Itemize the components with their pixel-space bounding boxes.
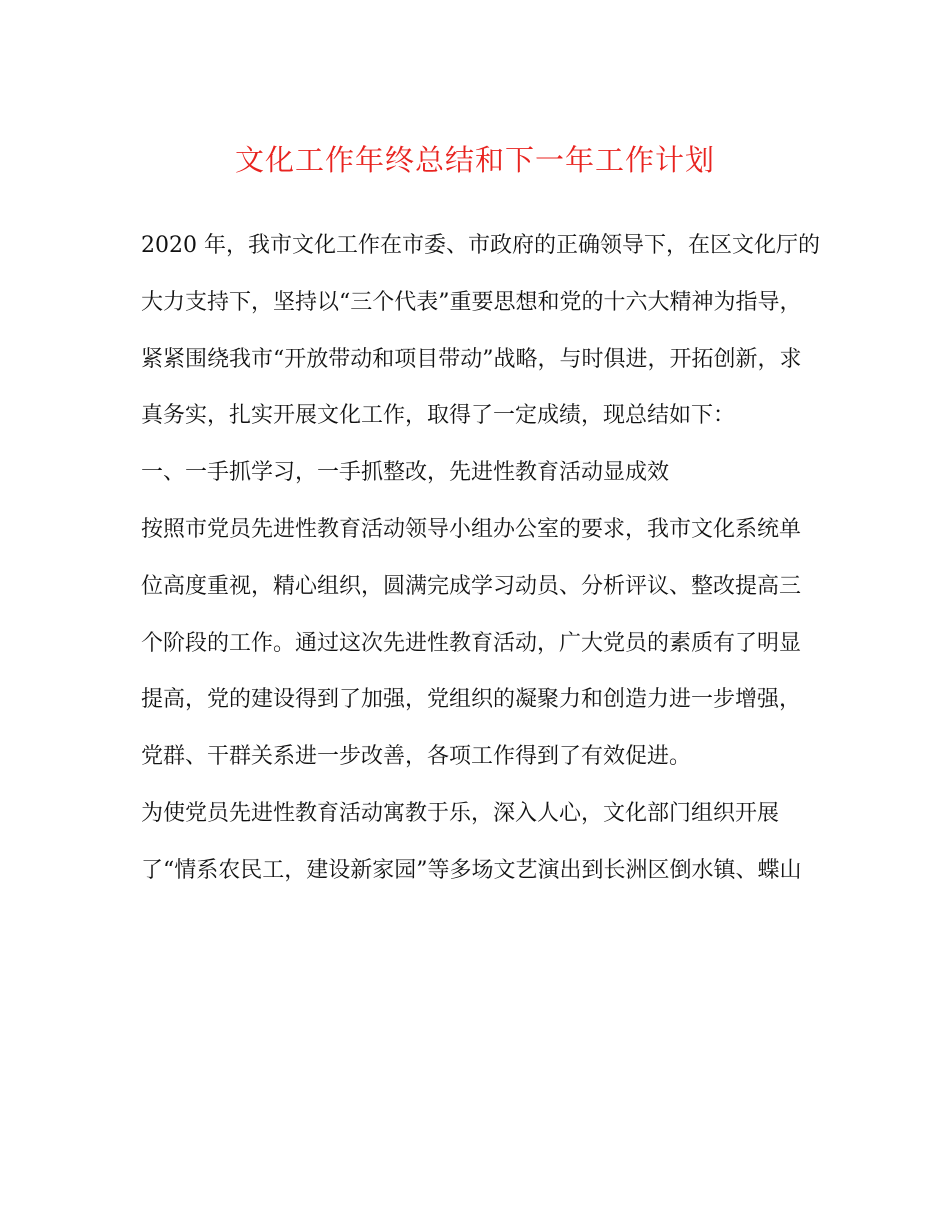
text-line: 党群、干群关系进一步改善，各项工作得到了有效促进。 (141, 744, 692, 770)
text-line: 提高，党的建设得到了加强，党组织的凝聚力和创造力进一步增强， (141, 687, 802, 713)
section-heading: 一、一手抓学习，一手抓整改，先进性教育活动显成效 (141, 460, 670, 486)
text-line: 个阶段的工作。通过这次先进性教育活动，广大党员的素质有了明显 (141, 630, 802, 656)
text-line: 2020 年，我市文化工作在市委、市政府的正确领导下，在区文化厅的 (141, 233, 820, 258)
text-line: 按照市党员先进性教育活动领导小组办公室的要求，我市文化系统单 (141, 516, 802, 542)
text-line: 大力支持下，坚持以“三个代表”重要思想和党的十六大精神为指导， (141, 289, 802, 315)
document-title: 文化工作年终总结和下一年工作计划 (234, 143, 715, 177)
text-line: 了“情系农民工，建设新家园”等多场文艺演出到长洲区倒水镇、蝶山 (141, 857, 802, 883)
document-body (141, 224, 821, 906)
text-line: 位高度重视，精心组织，圆满完成学习动员、分析评议、整改提高三 (141, 573, 802, 599)
text-line: 真务实，扎实开展文化工作，取得了一定成绩，现总结如下： (141, 403, 736, 429)
text-line: 为使党员先进性教育活动寓教于乐，深入人心，文化部门组织开展 (141, 800, 780, 826)
text-line: 紧紧围绕我市“开放带动和项目带动”战略，与时俱进，开拓创新，求 (141, 346, 802, 372)
